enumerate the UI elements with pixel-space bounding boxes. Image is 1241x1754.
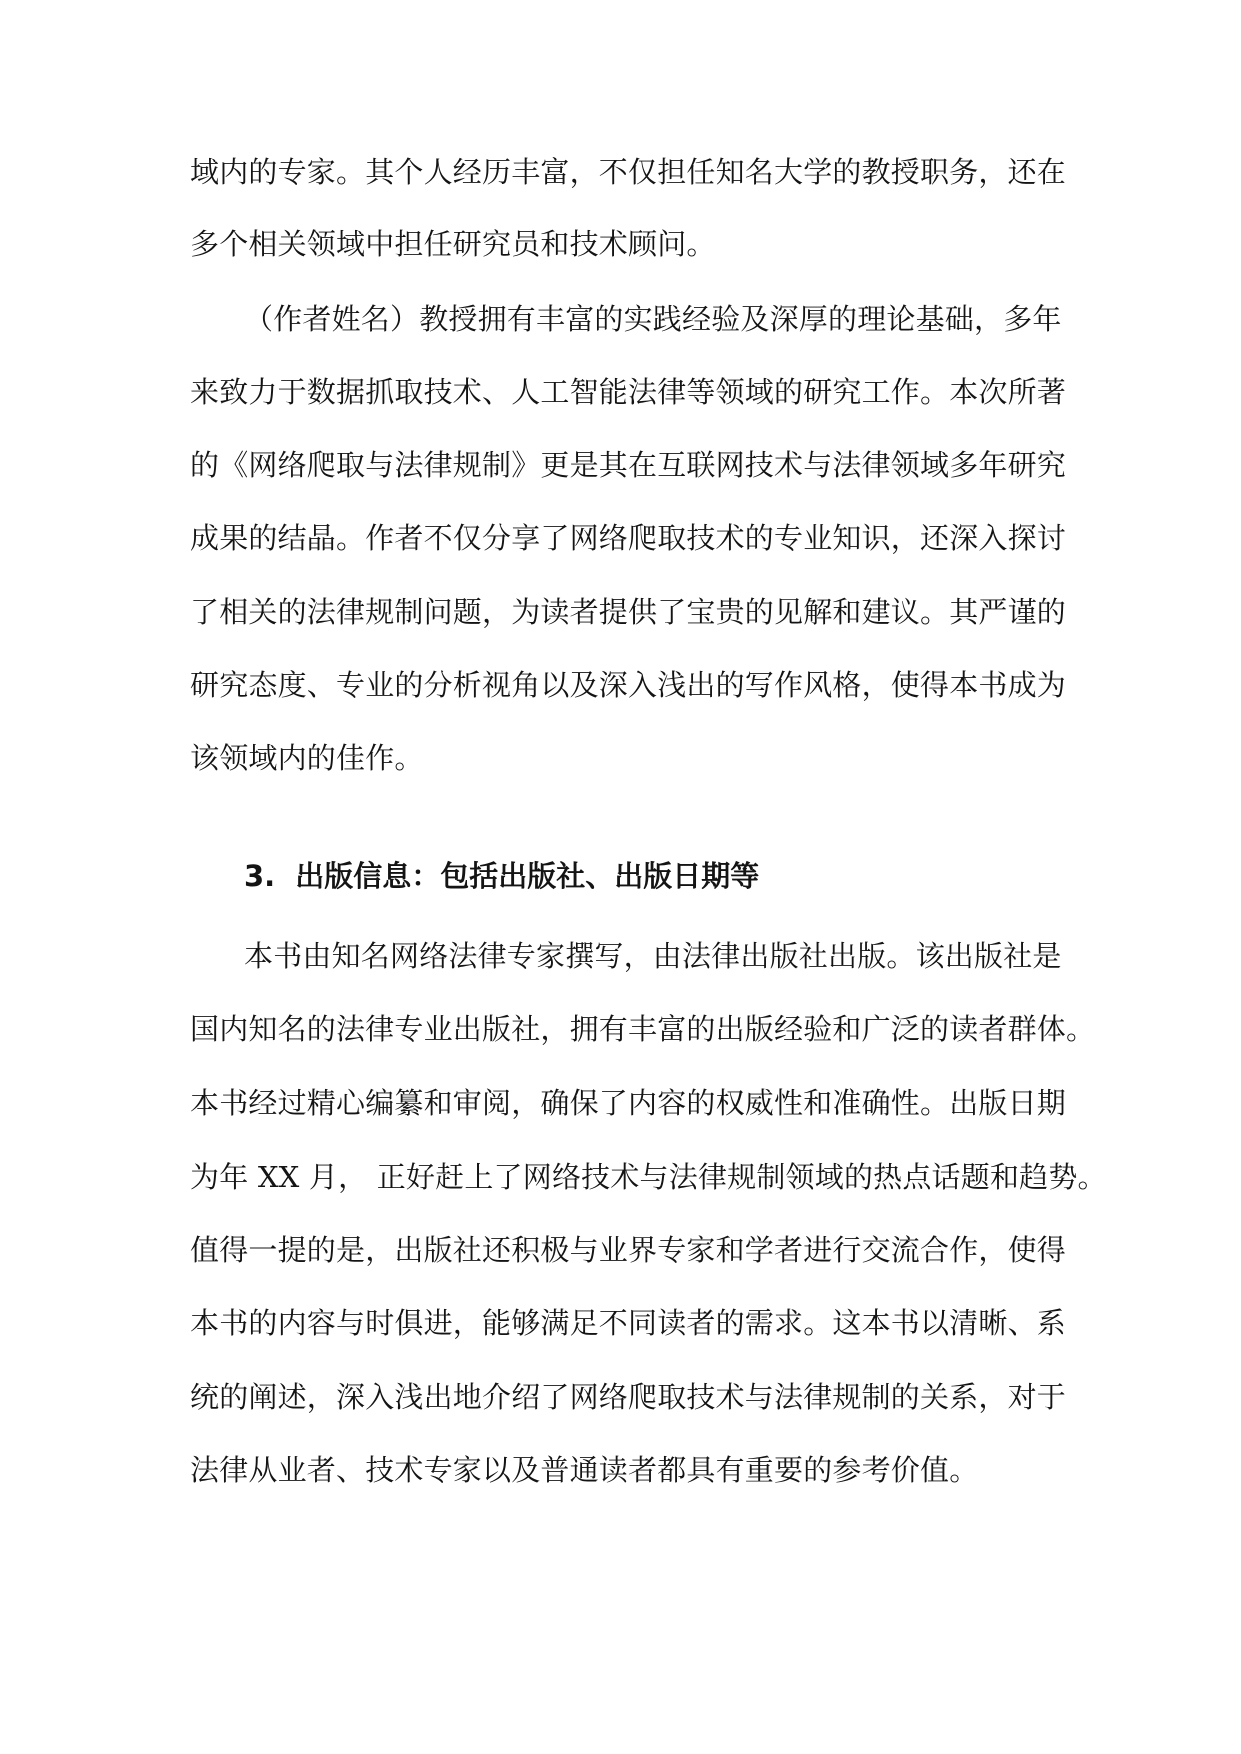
paragraph-2-line-7: 该领域内的佳作。 (190, 741, 424, 775)
paragraph-2-line-1: （作者姓名）教授拥有丰富的实践经验及深厚的理论基础，多年 (244, 302, 1062, 336)
paragraph-3-line-8: 法律从业者、技术专家以及普通读者都具有重要的参考价值。 (190, 1453, 979, 1487)
paragraph-3-line-7: 统的阐述，深入浅出地介绍了网络爬取技术与法律规制的关系，对于 (190, 1380, 1067, 1414)
section-title: 出版信息：包括出版社、出版日期等 (295, 859, 760, 893)
section-heading (244, 856, 759, 896)
paragraph-2-line-4: 成果的结晶。作者不仅分享了网络爬取技术的专业知识，还深入探讨 (190, 521, 1067, 555)
paragraph-3-line-6: 本书的内容与时俱进，能够满足不同读者的需求。这本书以清晰、系 (190, 1306, 1067, 1340)
paragraph-3-line-1: 本书由知名网络法律专家撰写，由法律出版社出版。该出版社是 (244, 939, 1062, 973)
paragraph-3-line-3: 本书经过精心编纂和审阅，确保了内容的权威性和准确性。出版日期 (190, 1086, 1067, 1120)
paragraph-1-line-2: 多个相关领域中担任研究员和技术顾问。 (190, 227, 716, 261)
paragraph-3-line-4: 为年 XX 月， 正好赶上了网络技术与法律规制领域的热点话题和趋势。 (190, 1160, 1107, 1194)
paragraph-3-line-5: 值得一提的是，出版社还积极与业界专家和学者进行交流合作，使得 (190, 1233, 1067, 1267)
section-number: 3. (244, 859, 276, 893)
paragraph-2-line-6: 研究态度、专业的分析视角以及深入浅出的写作风格，使得本书成为 (190, 668, 1067, 702)
paragraph-2-line-3: 的《网络爬取与法律规制》更是其在互联网技术与法律领域多年研究 (190, 448, 1067, 482)
paragraph-2-line-2: 来致力于数据抓取技术、人工智能法律等领域的研究工作。本次所著 (190, 375, 1067, 409)
paragraph-1-line-1: 域内的专家。其个人经历丰富，不仅担任知名大学的教授职务，还在 (190, 155, 1067, 189)
paragraph-2-line-5: 了相关的法律规制问题，为读者提供了宝贵的见解和建议。其严谨的 (190, 595, 1067, 629)
paragraph-3-line-2: 国内知名的法律专业出版社，拥有丰富的出版经验和广泛的读者群体。 (190, 1012, 1096, 1046)
